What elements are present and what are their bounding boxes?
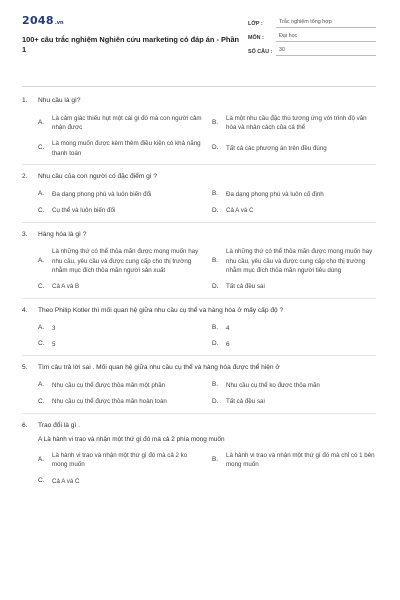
meta-row-count	[248, 44, 376, 56]
question-divider	[22, 164, 376, 165]
question-header	[22, 173, 376, 182]
option-text: Cả A và C	[52, 477, 80, 485]
option-text: 5	[52, 340, 56, 348]
option-letter: D.	[212, 144, 219, 152]
option-b[interactable]	[212, 324, 376, 333]
option-letter: C.	[38, 282, 45, 290]
option-text: Nhu cầu cụ thể được thỏa mãn hoàn toàn	[52, 398, 167, 406]
question-number: 6.	[22, 421, 28, 429]
question-divider	[22, 413, 376, 414]
options-grid	[22, 247, 376, 291]
option-letter: B.	[212, 323, 219, 331]
question-text: Tìm câu trả lời sai . Mối quan hệ giữa nhu cầu cụ thể và hàng hóa được thể hiện ở	[38, 364, 280, 372]
option-c[interactable]	[38, 282, 202, 291]
option-a[interactable]	[38, 451, 202, 470]
question-5	[22, 364, 376, 406]
option-text: Là hành vi trao và nhận một thứ gì đó mà cả 2 ko mong muốn	[52, 452, 188, 469]
option-text: Tất cả đều sai	[226, 398, 265, 406]
option-text: Tất cả các phương án trên đều đúng	[226, 145, 327, 153]
option-b[interactable]	[212, 247, 376, 275]
option-c[interactable]	[38, 397, 202, 406]
question-divider	[22, 298, 376, 299]
option-letter: A.	[38, 323, 45, 331]
meta-label: SỐ CÂU :	[248, 48, 273, 55]
options-grid	[22, 114, 376, 158]
question-intro: A Là hành vi trao và nhận một thứ gì đó mà cả 2 phía mong muốn	[38, 435, 225, 443]
option-d[interactable]	[212, 139, 376, 158]
option-letter: C.	[38, 477, 45, 485]
question-header	[22, 231, 376, 240]
option-b[interactable]	[212, 190, 376, 199]
option-letter: D.	[212, 206, 219, 214]
option-letter: A.	[38, 118, 45, 126]
option-text: Là một nhu cầu đặc thù tương ứng với trình độ văn hóa và nhân cách của cá thể	[226, 114, 367, 132]
option-text: Là những thứ có thể thỏa mãn được mong muốn hay nhu cầu, yêu cầu và được cung cấp cho thị trường nhằm mục đích thỏa mãn người tiêu dùng	[226, 248, 373, 275]
question-number: 3.	[22, 230, 28, 238]
option-a[interactable]	[38, 324, 202, 333]
option-text: Đa dạng phong phú và luôn biến đổi	[52, 190, 152, 198]
question-number: 2.	[22, 173, 28, 181]
question-header	[22, 307, 376, 316]
option-letter: B.	[212, 456, 219, 464]
logo-suffix-text: .vn	[54, 20, 64, 26]
option-letter: A.	[38, 381, 45, 389]
question-text: Hàng hóa là gì ?	[38, 230, 87, 238]
option-text: Nhu cầu cụ thể được thỏa mãn một phần	[52, 382, 166, 390]
option-a[interactable]	[38, 247, 202, 275]
option-letter: D.	[212, 282, 219, 290]
option-c[interactable]	[38, 340, 202, 349]
document-header	[22, 14, 376, 80]
option-text: Là hành vi trao và nhận một thứ gì đó mà chỉ có 1 bên mong muốn	[226, 452, 375, 469]
meta-value: Trắc nghiệm tổng hợp	[276, 19, 376, 28]
option-c[interactable]	[38, 206, 202, 215]
question-2	[22, 173, 376, 215]
option-letter: A.	[38, 257, 45, 265]
question-text: Nhu cầu là gì?	[38, 97, 81, 104]
option-letter: B.	[212, 118, 219, 126]
option-a[interactable]	[38, 190, 202, 199]
option-letter: A.	[38, 190, 45, 198]
meta-info	[248, 16, 376, 58]
option-text: Cụ thể và luôn biến đổi	[52, 207, 116, 215]
meta-row-class	[248, 16, 376, 28]
option-letter: B.	[212, 190, 219, 198]
question-number: 5.	[22, 364, 28, 372]
question-text: Trao đổi là gì .	[38, 421, 80, 429]
meta-value: Đại học	[276, 33, 376, 42]
option-letter: D.	[212, 340, 219, 348]
header-divider	[22, 86, 376, 87]
question-divider	[22, 222, 376, 223]
option-text: Là những thứ có thể thỏa mãn được mong muốn hay nhu cầu, yêu cầu và được cung cấp cho thị trường nhằm mục đích thỏa mãn người sản xuất	[52, 248, 199, 275]
option-text: 3	[52, 324, 56, 332]
site-logo[interactable]	[22, 14, 242, 29]
option-d[interactable]	[212, 206, 376, 215]
option-text: Đa dạng phong phú và luôn cố định	[226, 190, 324, 198]
question-4	[22, 307, 376, 349]
question-header	[22, 364, 376, 373]
option-letter: C.	[38, 206, 45, 214]
options-grid	[22, 381, 376, 407]
options-grid	[22, 190, 376, 216]
option-b[interactable]	[212, 451, 376, 470]
meta-value: 30	[276, 47, 376, 56]
option-letter: C.	[38, 397, 45, 405]
option-text: Là mong muốn được kèm thêm điều kiện có khả năng thanh toán	[52, 140, 201, 157]
question-divider	[22, 355, 376, 356]
question-text: Nhu cầu của con người có đặc điểm gì ?	[38, 173, 158, 181]
brand-block	[22, 14, 242, 55]
options-grid	[22, 324, 376, 350]
question-text: Theo Philip Kotler thì mối quan hệ giữa nhu cầu cụ thể và hàng hóa ở mấy cấp độ ?	[38, 306, 284, 314]
option-text: Cả A và B	[52, 283, 80, 291]
question-header	[22, 97, 376, 106]
meta-label: MÔN :	[248, 34, 264, 41]
option-letter: D.	[212, 397, 219, 405]
question-3	[22, 231, 376, 292]
meta-row-subject	[248, 30, 376, 42]
logo-main-text: 2048	[22, 14, 54, 27]
options-grid	[22, 451, 376, 486]
option-b[interactable]	[212, 381, 376, 390]
option-c[interactable]	[38, 139, 202, 158]
question-header	[22, 422, 376, 431]
option-text: 6	[226, 340, 230, 348]
option-letter: B.	[212, 381, 219, 389]
option-letter: C.	[38, 144, 45, 152]
option-a[interactable]	[38, 114, 202, 133]
question-number: 4.	[22, 306, 28, 314]
option-letter: A.	[38, 456, 45, 464]
option-letter: C.	[38, 340, 45, 348]
meta-label: LỚP :	[248, 20, 263, 27]
option-d[interactable]	[212, 340, 376, 349]
option-text: Nhu cầu cụ thể ko được thỏa mãn	[226, 382, 320, 390]
option-text: Cả A và C	[226, 207, 254, 215]
question-1	[22, 97, 376, 158]
option-letter: B.	[212, 257, 219, 265]
document-title: 100+ câu trắc nghiệm Nghiên cứu marketing có đáp án - Phần 1	[22, 34, 240, 54]
option-d[interactable]	[212, 282, 376, 291]
question-number: 1.	[22, 97, 28, 104]
option-text: Là cảm giác thiếu hụt một cái gì đó mà con người cảm nhận được	[52, 114, 202, 132]
option-d[interactable]	[212, 397, 376, 406]
question-6	[22, 422, 376, 486]
option-text: 4	[226, 324, 230, 332]
option-c[interactable]	[38, 477, 202, 486]
option-b[interactable]	[212, 114, 376, 133]
option-a[interactable]	[38, 381, 202, 390]
option-text: Tất cả đều sai	[226, 283, 265, 291]
